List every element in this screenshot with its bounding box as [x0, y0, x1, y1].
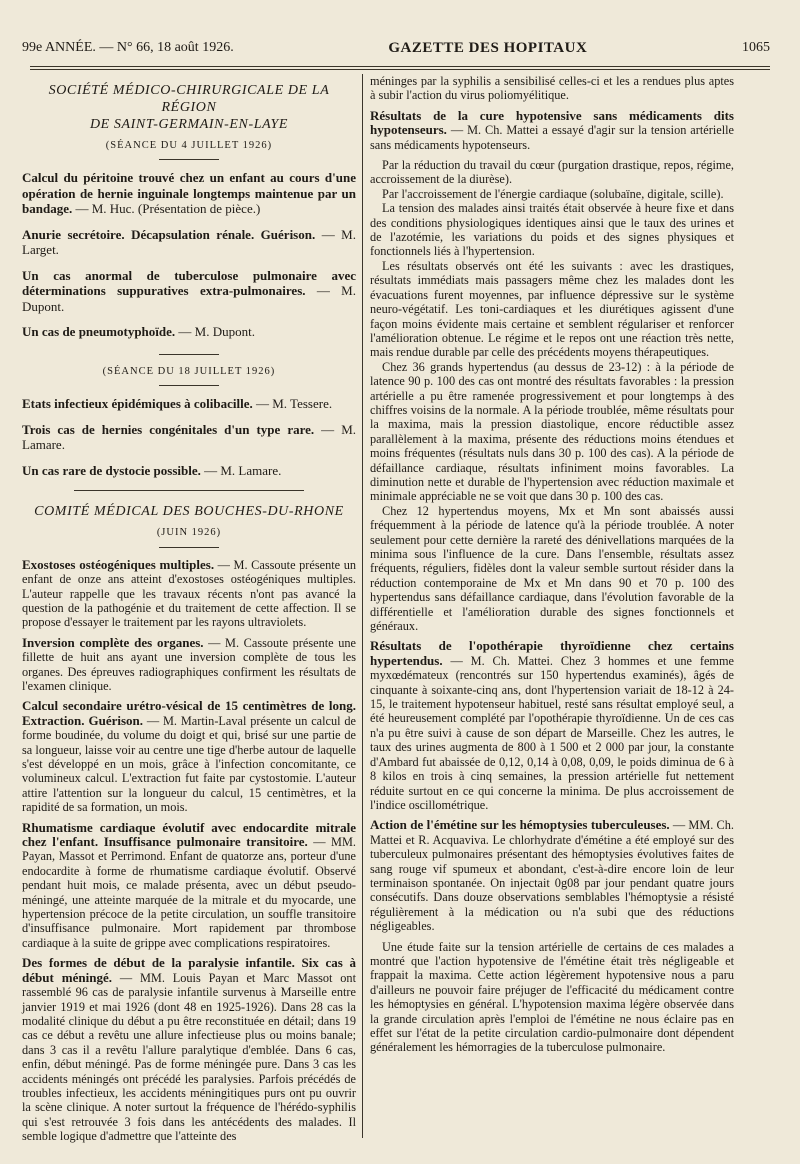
communication-author: — M. Larget. [22, 226, 356, 258]
communication-section [22, 636, 356, 694]
communication-title: Etats infectieux épidémiques à colibacille. [22, 396, 253, 412]
communication-author: — M. Lamare. [200, 462, 282, 478]
communication-title: Un cas anormal de tuberculose pulmonaire avec déterminations suppuratives extra-pulmonaires. [22, 267, 356, 299]
communication-title: Trois cas de hernies congénitales d'un type rare. [22, 421, 315, 437]
seance-date: (JUIN 1926) [156, 527, 222, 539]
seance-date: (SÉANCE DU 4 JUILLET 1926) [105, 140, 273, 151]
communication-item [22, 227, 356, 258]
society-title-line: DE SAINT-GERMAIN-EN-LAYE [89, 117, 289, 132]
paragraph: La tension des malades ainsi traités était observée à heure fixe et dans des conditions physiologiques identiques ainsi que le taux des urines et de l'azotémie, les variations du poids et des signes physiques et fonctionnels liés à l'hypertension. [370, 201, 734, 259]
divider [159, 159, 219, 160]
left-column [22, 74, 356, 1150]
section-heading: Résultats de l'opothérapie thyroïdienne chez certains hypertendus. [370, 638, 734, 668]
header-rule [30, 66, 770, 67]
section-body: — M. Cassoute présente une fillette de huit ans ayant une inversion complète de tous les organes. Des épreuves radiographiques confirment les résultats de l'examen clinique. [22, 635, 356, 693]
section-heading: Calcul secondaire urétro-vésical de 15 centimètres de long. Extraction. Guérison. [22, 698, 356, 728]
communication-title: Calcul du péritoine trouvé chez un enfant au cours d'une opération de hernie inguinale longtemps maintenue par un bandage. [22, 170, 356, 217]
section-heading: Des formes de début de la paralysie infantile. Six cas à début méningé. [22, 955, 356, 985]
section-body: — MM. Ch. Mattei et R. Acquaviva. Le chlorhydrate d'émétine a été employé sur des tuberculeux pulmonaires présentant des hémoptysies évolutives faites de sang rouge vif spumeux et abondant, c'est-à-dire encore loin de leur terminaison spontanée. On injectait 0g08 par jour pendant quatre jours consécutifs. Dans douze observations semblables l'hémoptysie a résisté régulièrement à la médication ou n'a subi que des réductions négligeables. [370, 818, 734, 934]
communication-section [370, 109, 734, 152]
paragraph: Une étude faite sur la tension artérielle de certains de ces malades a montré que l'action hypotensive de l'émétine était très négligeable et frappait la maxima. Cette action légèrement hypotensive nous a paru d'ailleurs ne pouvoir faire préjuger de l'efficacité du médicament contre les hémoptysies en général. L'hypotension maxima légère observée dans la grande circulation après l'emploi de l'émétine ne nous éclaire pas en effet sur l'état de la petite circulation cardio-pulmonaire dont dépendent généralement les hémorragies de la tuberculose pulmonaire. [370, 939, 734, 1055]
section-heading: Exostoses ostéogéniques multiples. [22, 556, 215, 572]
section-heading: Inversion complète des organes. [22, 634, 204, 650]
section-heading: Résultats de la cure hypotensive sans médicaments dits hypotenseurs. [370, 107, 734, 138]
divider [159, 385, 219, 386]
page-header [22, 34, 770, 62]
communication-author: — M. Dupont. [175, 324, 255, 340]
divider [159, 354, 219, 355]
paragraph: Chez 36 grands hypertendus (au dessus de 23-12) : à la période de latence 90 p. 100 des cas ont montré des résultats favorables : la pression artérielle a pu être ramenée progressivement et pour longtemps à des chiffres voisins de la normale. A la période troublée, même résultats pour la maxima, mais la pression diastolique, encore réductible assez parallèlement à la maxima, présente des réductions moins étendues et moins fréquentes (résultats nuls dans 30 p. 100 des cas). A la période de défaillance cardiaque, résultats infiniment moins favorables. La diminution nette et durable de l'hypertension avec réduction maximale et minimale appréciable ne se voit que dans 30 p. 100 des cas. [370, 359, 734, 504]
communication-title: Un cas de pneumotyphoïde. [22, 324, 176, 340]
communication-section [370, 818, 734, 933]
communication-section [22, 956, 356, 1143]
paragraph: Chez 12 hypertendus moyens, Mx et Mn sont abaissés aussi fréquemment à la période de latence qu'à la période troublée. A noter seulement pour cette dernière la rareté des dénivellations marquées de la minima sous l'influence de la cure. Dans l'ensemble, résultats assez fréquents, réguliers, fidèles dont la valeur semble surtout résider dans la réduction contemporaine de Mx et Mn dans 90 et 70 p. 100 des hypertendus sans défaillance cardiaque, dans l'évolution favorable de la différentielle et l'amélioration durable des signes fonctionnels et généraux. [370, 503, 734, 634]
society-title-saint-germain [22, 82, 356, 133]
communication-author: — M. Tessere. [252, 396, 333, 412]
communication-author: — M. Lamare. [22, 421, 357, 453]
header-rule-double [30, 69, 770, 70]
journal-title: GAZETTE DES HOPITAUX [388, 39, 588, 56]
society-title-line: SOCIÉTÉ MÉDICO-CHIRURGICALE DE LA RÉGION [48, 83, 330, 115]
communication-section [22, 699, 356, 814]
section-heading: Rhumatisme cardiaque évolutif avec endocardite mitrale chez l'enfant. Insuffisance pulmonaire transitoire. [22, 819, 356, 850]
section-body: — M. Ch. Mattei. Chez 3 hommes et une femme myxœdémateux (rencontrés sur 150 hypertendus examinés), âgés de cinquante à soixante-cinq ans, dont l'hypertension variait de 18-12 à 24-15, le traitement hypotenseur habituel, resté sans résultat employé seul, a été heureusement complété par l'opothérapie thyroïdienne. Un de ces cas n'a pu être suivi à cause de son départ de Marseille. Chez les autres, le taux des urines augmenta de 800 à 1 500 et 2 000 par jour, la constante d'Ambard fut abaissée de 0,12, 0,14 à 0,08, 0,09, le poids diminua de 6 à 8 kilos en trois à cinq semaines, la pression artérielle fut nettement réduite surtout en ce qui concerne la minima. De plus accroissement de l'indice oscillométrique. [370, 653, 734, 812]
paragraph: Les résultats observés ont été les suivants : avec les drastiques, résultats immédiats mais passagers même chez les malades dont les évacuations furent moyennes, par influence dépressive sur le système neuro-végétatif. Les toni-cardiaques et les diurétiques agissent d'une façon moins évidente mais certaine et semblent régulariser et renforcer l'amélioration obtenue. Le régime et le repos ont une réaction très nette, mais rendue durable par celle des précédents moyens thérapeutiques. [370, 258, 734, 360]
communication-title: Anurie secrétoire. Décapsulation rénale. Guérison. [22, 226, 316, 242]
communication-item [22, 463, 356, 479]
communication-title: Un cas rare de dystocie possible. [22, 462, 201, 478]
communication-section [22, 821, 356, 951]
paragraph: Par l'accroissement de l'énergie cardiaque (solubaïne, digitale, scille). [382, 186, 724, 201]
communication-item [22, 422, 356, 453]
section-body: — M. Cassoute présente un enfant de onze ans atteint d'exostoses ostéogéniques multiples. L'auteur rappelle que les travaux récents n'ont pas avancé la question de la pathogénie et du traitement de cette affection. Il se propose d'essayer le traitement par les rayons ultraviolets. [22, 557, 356, 630]
page-number: 1065 [741, 40, 770, 55]
section-body: — M. Martin-Laval présente un calcul de forme boudinée, du volume du doigt et qui, brisé sur une partie de sa longueur, laisse voir au centre une tige d'herbe autour de laquelle s'est développé en un mois, grâce à l'infection concomitante, ce volumineux calcul. L'extraction fut faite par cystostomie. L'auteur attire l'attention sur la longueur du calcul, 15 centimètres, et la rapidité de sa formation, un mois. [22, 713, 356, 815]
communication-author: — M. Huc. (Présentation de pièce.) [72, 201, 261, 217]
section-divider [74, 490, 304, 491]
communication-author: — M. Dupont. [22, 283, 356, 314]
section-body: — MM. Payan, Massot et Perrimond. Enfant de quatorze ans, porteur d'une endocardite à forme de rhumatisme cardiaque évolutif. Observé pendant huit mois, ce malade présenta, avec un début pseudo-méningé, une atteinte marquée de la mitrale et du myocarde, une hypertension précoce de la petite circulation, un souffle transitoire d'insuffisance pulmonaire. Mort rapidement par thrombose cardiaque à la suite de grippe avec complications respiratoires. [22, 835, 356, 950]
column-divider [362, 74, 363, 1138]
right-column [370, 74, 734, 1055]
communication-item [22, 170, 356, 217]
issue-info: 99e ANNÉE. — N° 66, 18 août 1926. [22, 40, 234, 55]
communication-item [22, 324, 356, 340]
section-heading: Action de l'émétine sur les hémoptysies tuberculeuses. [370, 817, 670, 833]
continued-paragraph: méninges par la syphilis a sensibilisé celles-ci et les a rendues plus aptes à subir l'action du virus poliomyélitique. [370, 74, 734, 103]
paragraph: Par la réduction du travail du cœur (purgation drastique, repos, régime, accroissement de la diurèse). [370, 158, 734, 187]
divider [159, 547, 219, 548]
communication-item [22, 268, 356, 315]
communication-section [22, 558, 356, 630]
seance-date: (SÉANCE DU 18 JUILLET 1926) [102, 365, 276, 377]
section-body: — M. Ch. Mattei a essayé d'agir sur la tension artérielle sans médicaments hypotenseurs. [370, 123, 734, 152]
society-title-bouches-du-rhone: COMITÉ MÉDICAL DES BOUCHES-DU-RHONE [34, 504, 344, 520]
communication-item [22, 396, 356, 412]
section-body: — MM. Louis Payan et Marc Massot ont rassemblé 96 cas de paralysie infantile survenus à Marseille entre janvier 1919 et mai 1926 (dont 48 en 1925-1926). Dans 28 cas la modalité clinique du début a pu être reconstituée en détail; dans 19 cas ce début a revêtu une allure infectieuse plus ou moins banale; dans 3 cas il a revêtu l'allure paralytique d'emblée. Dans 6 cas, enfin, début méningé. Pas de forme méningée pure. Dans 3 cas les accidents méningés ont précédé les paralysies. Parfois précédés de troubles infectieux, les accidents méningitiques purs ont pu ouvrir la scène clinique. A noter surtout la fréquence de l'hérédo-syphilis qui s'est retrouvée 3 fois dans les antécédents des malades. Il semble logique d'admettre que l'atteinte des [22, 970, 356, 1144]
communication-section [370, 639, 734, 812]
